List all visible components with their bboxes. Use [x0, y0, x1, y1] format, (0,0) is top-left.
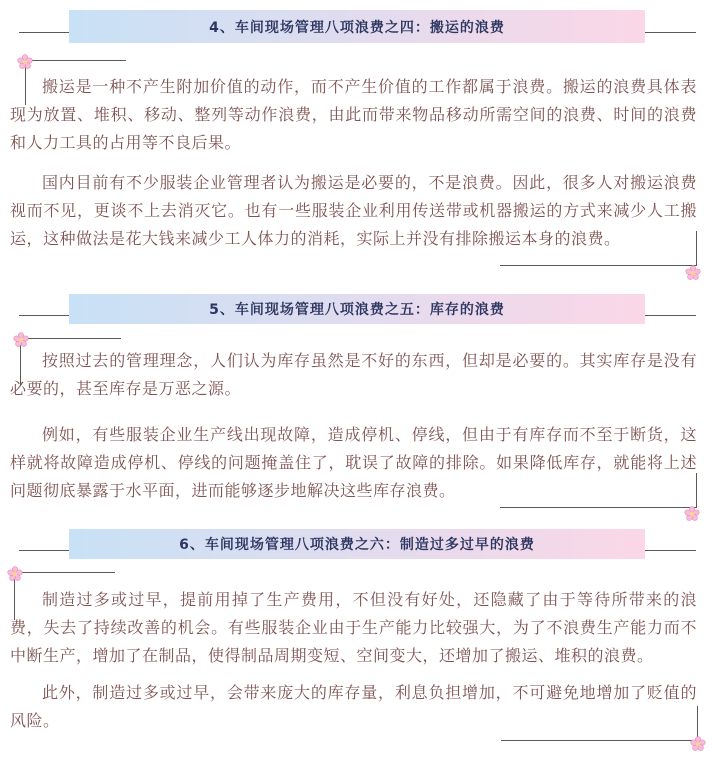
heading-bar-left-rule: [19, 315, 69, 316]
paragraph: 此外，制造过多或过早，会带来庞大的库存量，利息负担增加，不可避免地增加了贬值的风险。: [10, 683, 697, 730]
section-2-heading-bar: [69, 294, 645, 324]
corner-rule-horizontal: [500, 507, 697, 508]
corner-rule-horizontal: [501, 740, 698, 741]
heading-bar-left-rule: [19, 550, 69, 551]
sakura-flower-icon: [690, 736, 706, 752]
paragraph: 例如，有些服装企业生产线出现故障，造成停机、停线，但由于有库存而不至于断货，这样就将故障造成停机、停线的问题掩盖住了，耽误了故障的排除。如果降低库存，就能将上述问题彻底暴露于水平面，进而能够逐步地解决这些库存浪费。: [10, 425, 697, 500]
corner-rule-vertical: [696, 473, 697, 508]
paragraph: 搬运是一种不产生附加价值的动作，而不产生价值的工作都属于浪费。搬运的浪费具体表现为放置、堆积、移动、整列等动作浪费，由此而带来物品移动所需空间的浪费、时间的浪费和人力工具的占用等不良后果。: [10, 77, 697, 152]
section-1-heading: 4、车间现场管理八项浪费之四：搬运的浪费: [209, 19, 505, 36]
section-3-heading-bar: [69, 529, 645, 559]
section-1-heading-bar: [69, 10, 645, 43]
corner-rule-horizontal: [26, 60, 126, 61]
heading-bar-right-rule: [645, 315, 696, 316]
paragraph: 制造过多或过早，提前用掉了生产费用，不但没有好处，还隐藏了由于等待所带来的浪费，失去了持续改善的机会。有些服装企业由于生产能力比较强大，为了不浪费生产能力而不中断生产，增加了在制品，使得制品周期变短、空间变大，还增加了搬运、堆积的浪费。: [10, 590, 697, 665]
heading-bar-right-rule: [645, 550, 696, 551]
corner-rule-vertical: [696, 231, 697, 265]
corner-rule-horizontal: [15, 572, 115, 573]
sakura-flower-icon: [17, 54, 33, 70]
section-3-heading: 6、车间现场管理八项浪费之六：制造过多过早的浪费: [179, 537, 535, 553]
heading-bar-right-rule: [645, 32, 696, 33]
corner-rule-horizontal: [500, 265, 697, 266]
sakura-flower-icon: [13, 332, 29, 348]
heading-bar-left-rule: [19, 32, 69, 33]
section-2-heading: 5、车间现场管理八项浪费之五：库存的浪费: [209, 302, 505, 318]
sakura-flower-icon: [7, 566, 23, 582]
sakura-flower-icon: [685, 265, 701, 281]
paragraph: 国内目前有不少服装企业管理者认为搬运是必要的，不是浪费。因此，很多人对搬运浪费视而不见，更谈不上去消灭它。也有一些服装企业利用传送带或机器搬运的方式来减少人工搬运，这种做法是花大钱来减少工人体力的消耗，实际上并没有排除搬运本身的浪费。: [10, 173, 697, 248]
paragraph: 按照过去的管理理念，人们认为库存虽然是不好的东西，但却是必要的。其实库存是没有必要的，甚至库存是万恶之源。: [10, 351, 697, 398]
sakura-flower-icon: [684, 506, 700, 522]
corner-rule-horizontal: [21, 338, 121, 339]
